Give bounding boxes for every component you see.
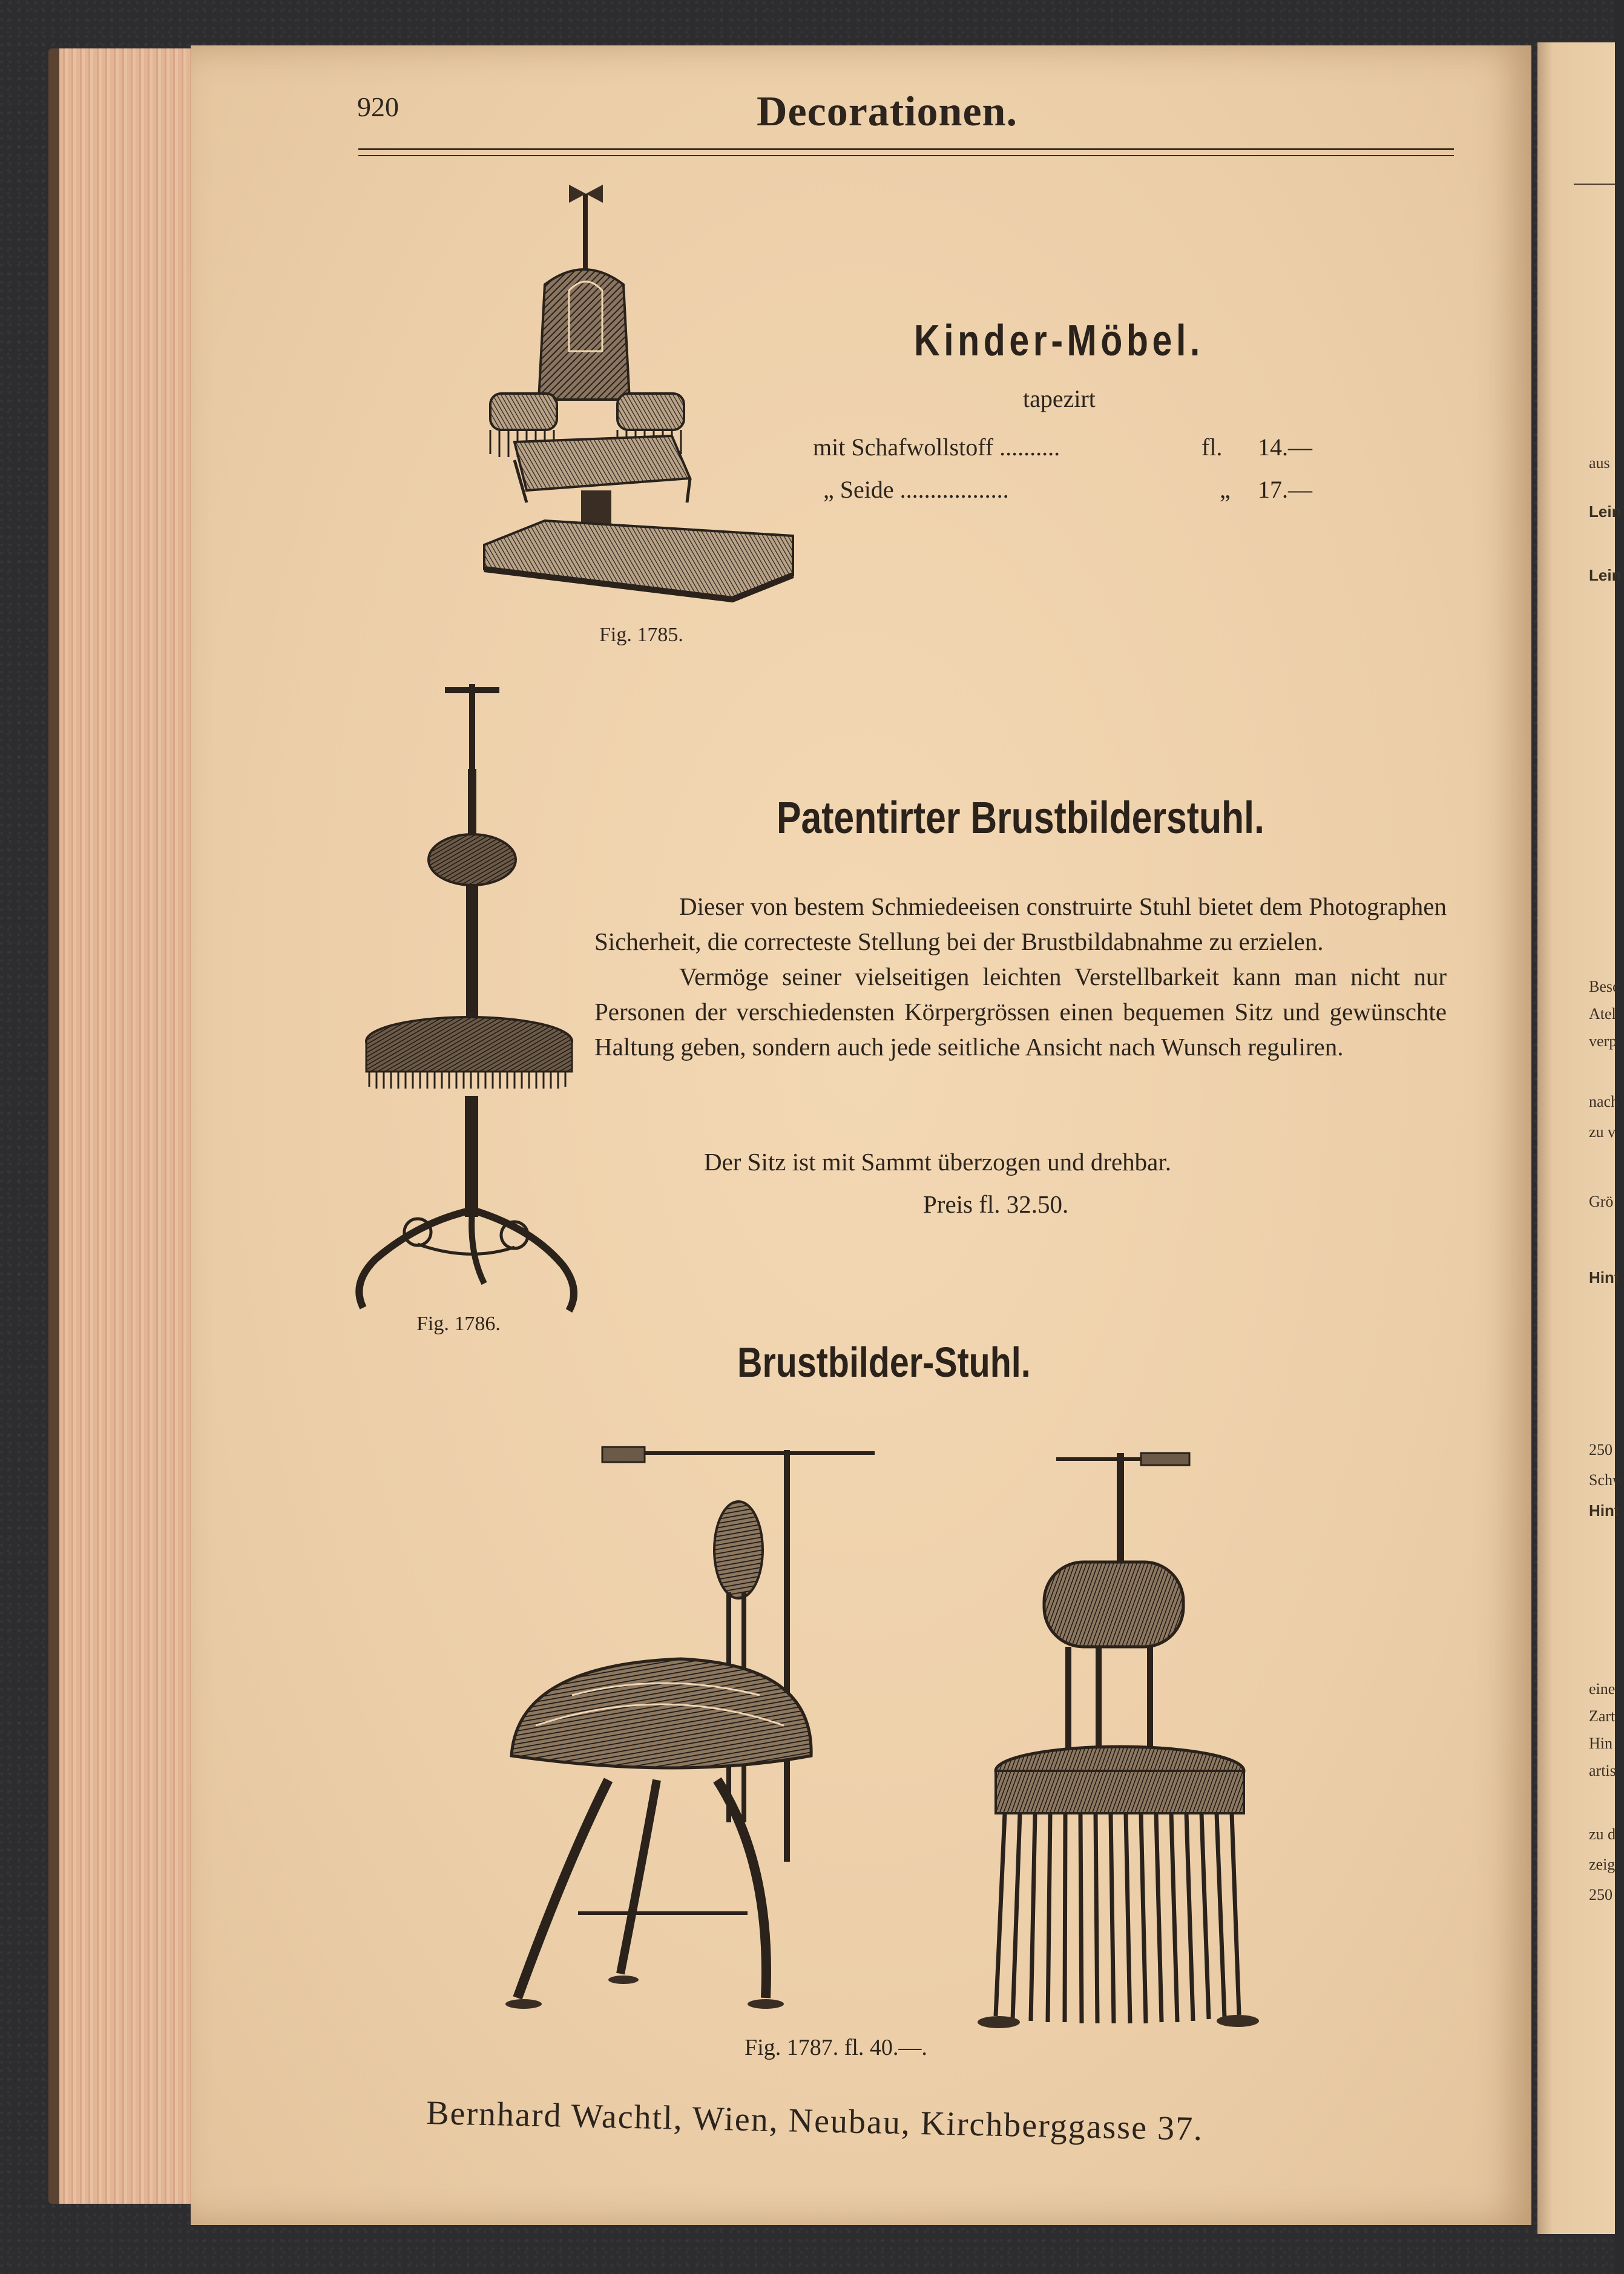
- figure-1785-caption: Fig. 1785.: [599, 624, 683, 646]
- adjacent-fragment: Grö: [1589, 1193, 1614, 1210]
- running-title: Decorationen.: [757, 88, 1017, 135]
- price-row: [823, 475, 1009, 504]
- publisher-imprint: Bernhard Wachtl, Wien, Neubau, Kirchberggasse 37.: [426, 2094, 1204, 2148]
- adjacent-fragment: Besc: [1589, 978, 1620, 995]
- kinder-moebel-title: Kinder-Möbel.: [914, 317, 1204, 365]
- figure-1787-right-stool: [941, 1441, 1268, 2040]
- paragraph: Dieser von bestem Schmiedeeisen construirte Stuhl bietet dem Photographen Sicherheit, die correcteste Stellung bei der Brustbildabnahme zu erzielen.: [594, 892, 1447, 955]
- adjacent-fragment: 250: [1589, 1441, 1612, 1458]
- adjacent-fragment: zu d: [1589, 1825, 1616, 1843]
- adjacent-fragment: Lein: [1589, 566, 1622, 584]
- price-row-label: „ Seide: [823, 476, 894, 503]
- patent-title: Patentirter Brustbilderstuhl.: [777, 793, 1264, 843]
- figure-1786-caption: Fig. 1786.: [416, 1313, 501, 1335]
- figure-1787-left-stool: [499, 1441, 887, 2022]
- price-row-currency: „: [1220, 476, 1231, 503]
- adjacent-fragment: Hint: [1589, 1501, 1620, 1520]
- header-rule: [358, 148, 1454, 156]
- figure-1785-child-chair: [478, 182, 799, 624]
- page-number: 920: [357, 91, 399, 122]
- adjacent-page-rule: [1574, 183, 1616, 185]
- patent-description: [594, 889, 1447, 1064]
- adjacent-fragment: artis: [1589, 1762, 1616, 1779]
- adjacent-fragment: Hint: [1589, 1268, 1620, 1287]
- patent-price: Preis fl. 32.50.: [923, 1190, 1069, 1218]
- kinder-subtitle: tapezirt: [1023, 385, 1096, 412]
- adjacent-page: [1537, 42, 1624, 2234]
- brustbilder-stuhl-title: Brustbilder-Stuhl.: [737, 1339, 1031, 1386]
- price-row-amount: 14.—: [1258, 433, 1312, 461]
- adjacent-fragment: Hin: [1589, 1735, 1612, 1752]
- adjacent-fragment: zu v: [1589, 1123, 1616, 1141]
- adjacent-fragment: Zart: [1589, 1707, 1616, 1725]
- price-row-amount: 17.—: [1258, 476, 1312, 503]
- adjacent-fragment: zeig: [1589, 1856, 1616, 1873]
- figure-1786-posing-stool: [339, 678, 605, 1320]
- adjacent-fragment: aus: [1589, 454, 1610, 472]
- paragraph: Vermöge seiner vielseitigen leichten Verstellbarkeit kann man nicht nur Personen der verschiedensten Körpergrössen einen bequemen Sitz und gewünschte Haltung geben, sondern auch jede seitliche Ansicht nach Wunsch reguliren.: [594, 963, 1447, 1061]
- adjacent-fragment: eine: [1589, 1680, 1616, 1698]
- adjacent-fragment: Lein: [1589, 503, 1622, 521]
- price-row: [813, 433, 1060, 461]
- figure-1787-caption: Fig. 1787. fl. 40.—.: [745, 2035, 927, 2060]
- adjacent-fragment: Schw: [1589, 1471, 1624, 1489]
- adjacent-fragment: 250: [1589, 1886, 1612, 1903]
- adjacent-fragment: nach: [1589, 1093, 1619, 1110]
- price-row-currency: fl.: [1202, 433, 1223, 461]
- price-row-dots: ..........: [993, 433, 1060, 461]
- adjacent-fragment: Atel: [1589, 1005, 1616, 1023]
- price-row-label: mit Schafwollstoff: [813, 433, 994, 461]
- book-page-edges: [48, 48, 211, 2204]
- price-row-dots: ..................: [893, 476, 1009, 503]
- seat-note: Der Sitz ist mit Sammt überzogen und drehbar.: [704, 1148, 1172, 1176]
- adjacent-fragment: verp: [1589, 1032, 1617, 1050]
